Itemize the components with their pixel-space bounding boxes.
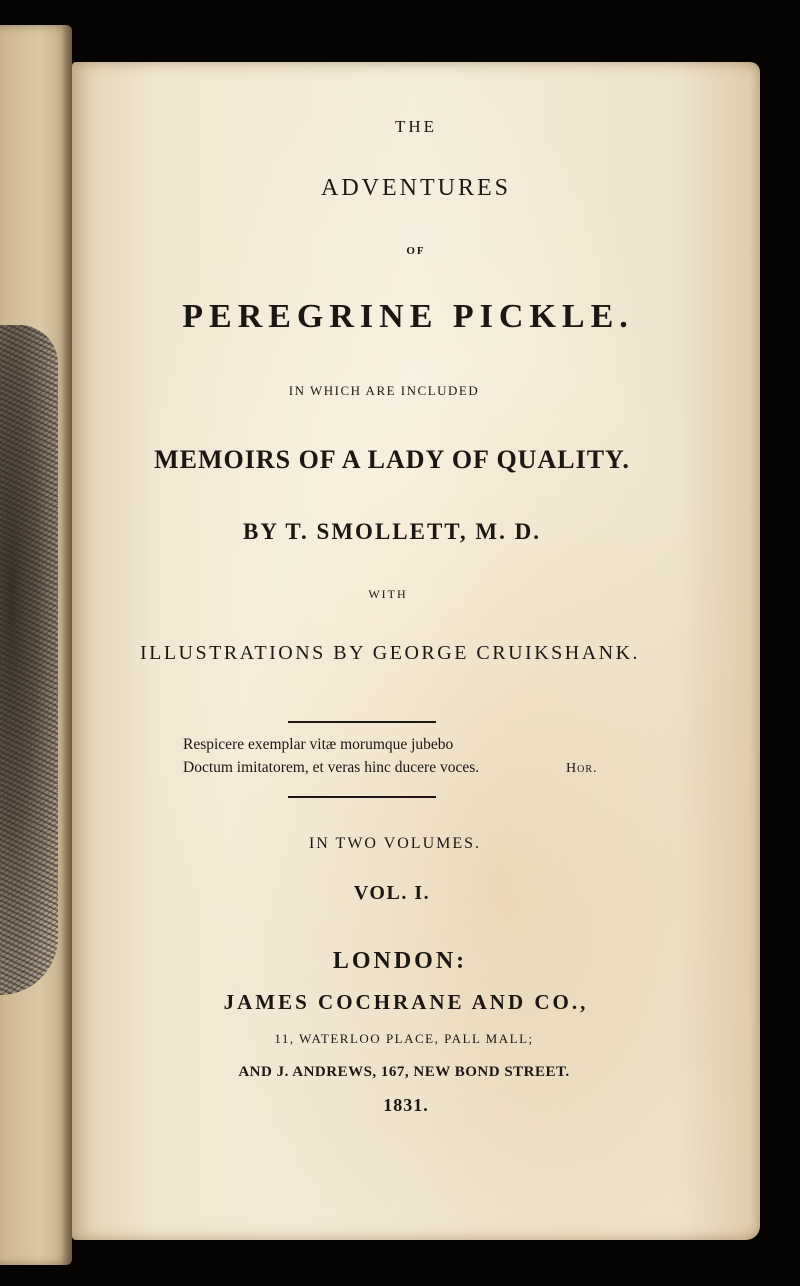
title-of: OF [406,245,426,257]
epigraph-line-1: Respicere exemplar vitæ morumque jubebo [183,736,454,753]
illustrator-line: ILLUSTRATIONS BY GEORGE CRUIKSHANK. [139,642,641,664]
included-line: IN WHICH ARE INCLUDED [288,383,480,398]
volumes-line: IN TWO VOLUMES. [308,835,482,852]
title-the: THE [394,117,438,136]
title-page [72,62,760,1240]
imprint-year: 1831. [383,1095,429,1115]
with-line: WITH [368,587,408,601]
divider-top [288,721,436,723]
volume-number: VOL. I. [353,882,431,904]
title-adventures: ADVENTURES [321,175,511,201]
main-title: PEREGRINE PICKLE. [182,298,634,335]
divider-bottom [288,796,436,798]
author-line: BY T. SMOLLETT, M. D. [242,519,542,544]
subtitle-memoirs: MEMOIRS OF A LADY OF QUALITY. [154,445,630,474]
imprint-city: LONDON: [332,948,468,974]
epigraph-attribution: Hor. [566,761,598,776]
imprint-address-1: 11, WATERLOO PLACE, PALL MALL; [274,1031,534,1046]
epigraph-line-2: Doctum imitatorem, et veras hinc ducere voces. [183,759,480,776]
imprint-address-2: AND J. ANDREWS, 167, NEW BOND STREET. [238,1064,570,1080]
imprint-publisher: JAMES COCHRANE AND CO., [223,990,589,1014]
